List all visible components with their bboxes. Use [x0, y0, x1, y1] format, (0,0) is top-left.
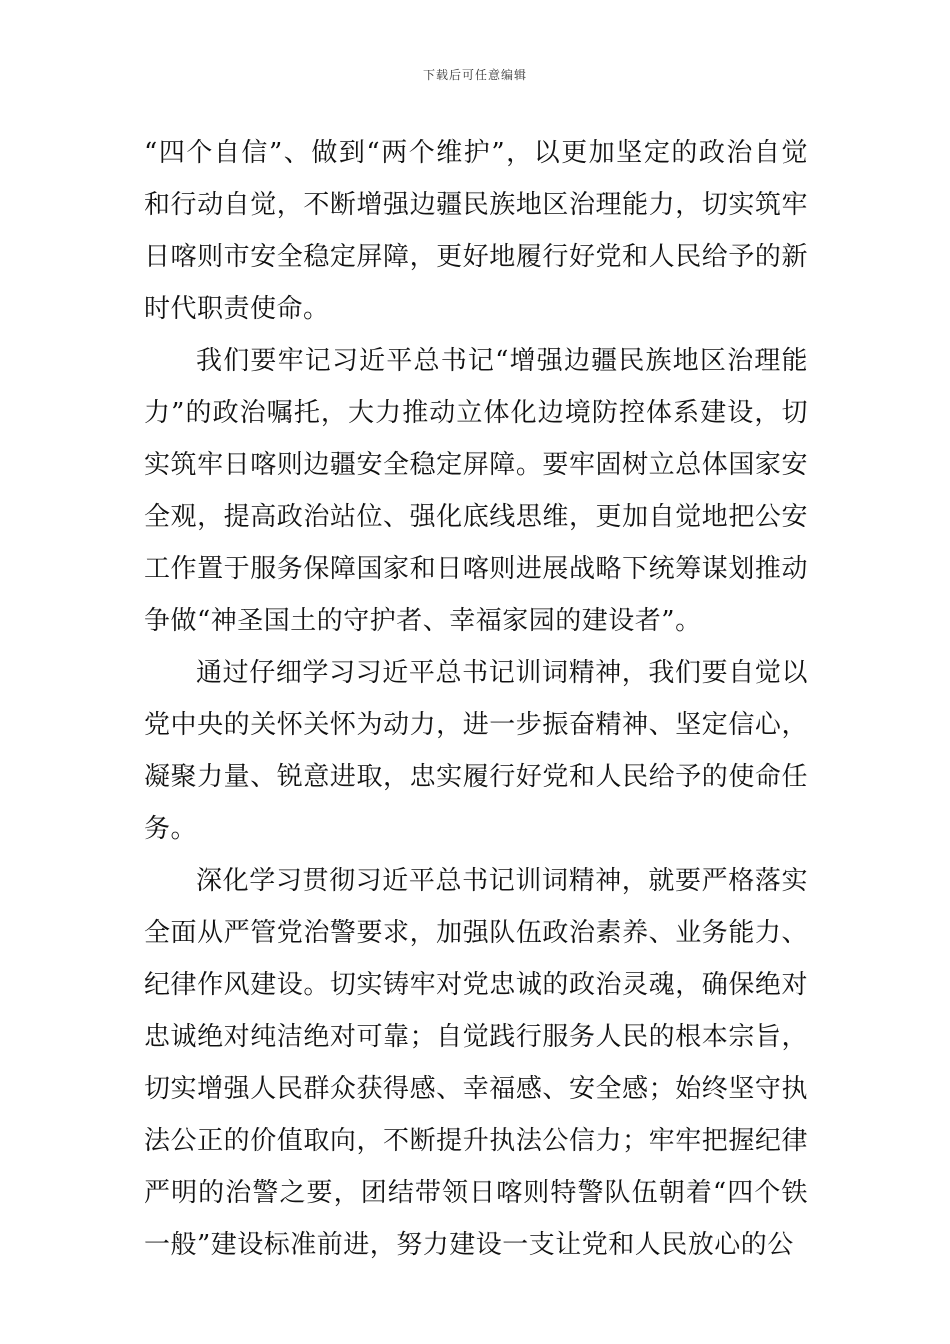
paragraph-4: 深化学习贯彻习近平总书记训词精神，就要严格落实全面从严管党治警要求，加强队伍政治素养、业务能力、纪律作风建设。切实铸牢对党忠诚的政治灵魂，确保绝对忠诚绝对纯洁绝对可靠；自觉践行服务人民的根本宗旨，切实增强人民群众获得感、幸福感、安全感；始终坚守执法公正的价值取向，不断提升执法公信力；牢牢把握纪律严明的治警之要，团结带领日喀则特警队伍朝着“四个铁一般”建设标准前进，努力建设一支让党和人民放心的公	[144, 866, 808, 1260]
document-body	[144, 127, 808, 1271]
paragraph-2: 我们要牢记习近平总书记“增强边疆民族地区治理能力”的政治嘱托，大力推动立体化边境防控体系建设，切实筑牢日喀则边疆安全稳定屏障。要牢固树立总体国家安全观，提高政治站位、强化底线思维，更加自觉地把公安工作置于服务保障国家和日喀则进展战略下统筹谋划推动争做“神圣国土的守护者、幸福家园的建设者”。	[144, 346, 808, 636]
paragraph-1: “四个自信”、做到“两个维护”，以更加坚定的政治自觉和行动自觉，不断增强边疆民族地区治理能力，切实筑牢日喀则市安全稳定屏障，更好地履行好党和人民给予的新时代职责使命。	[144, 138, 808, 324]
header-note: 下载后可任意编辑	[422, 68, 527, 82]
paragraph-3: 通过仔细学习习近平总书记训词精神，我们要自觉以党中央的关怀关怀为动力，进一步振奋精神、坚定信心，凝聚力量、锐意进取，忠实履行好党和人民给予的使命任务。	[144, 658, 808, 844]
